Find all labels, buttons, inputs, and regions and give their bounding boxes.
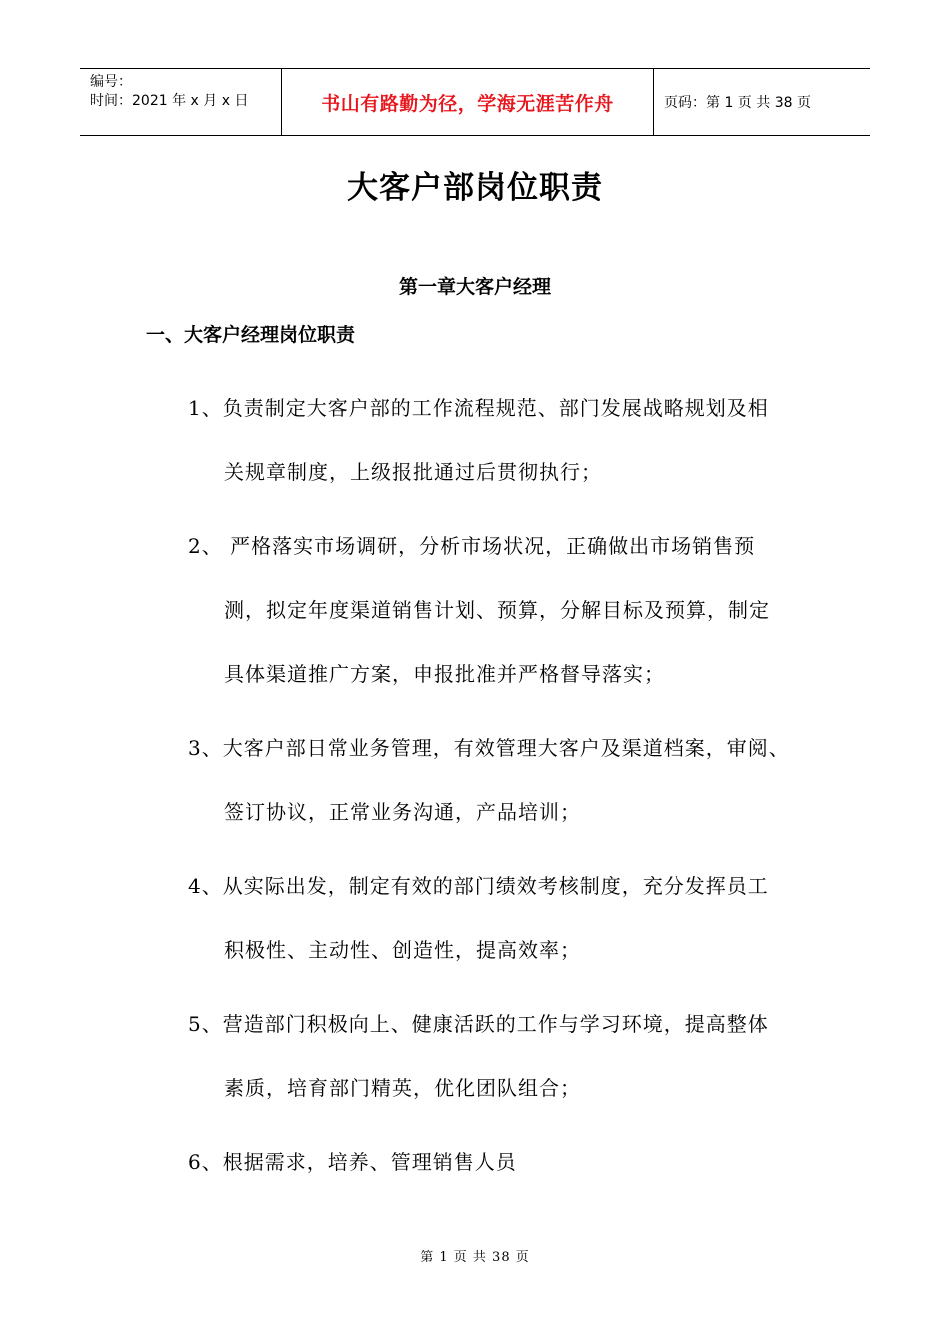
duty-item-2-line-3: 具体渠道推广方案，申报批准并严格督导落实； <box>224 662 665 686</box>
duty-item-5-line-2: 素质，培育部门精英，优化团队组合； <box>224 1076 581 1100</box>
header-page-info: 页码：第 1 页 共 38 页 <box>664 95 811 111</box>
duty-item-2-line-1: 2、 严格落实市场调研，分析市场状况，正确做出市场销售预 <box>188 534 756 558</box>
document-title: 大客户部岗位职责 <box>347 170 603 206</box>
duty-item-4-line-1: 4、从实际出发，制定有效的部门绩效考核制度，充分发挥员工 <box>188 874 769 898</box>
duty-item-3-line-2: 签订协议，正常业务沟通，产品培训； <box>224 800 581 824</box>
duty-item-4-line-2: 积极性、主动性、创造性，提高效率； <box>224 938 581 962</box>
document-number-label: 编号： <box>90 74 132 90</box>
duty-item-1-line-2: 关规章制度，上级报批通过后贯彻执行； <box>224 460 602 484</box>
page-footer: 第 1 页 共 38 页 <box>420 1250 530 1265</box>
motto-text: 书山有路勤为径，学海无涯苦作舟 <box>321 92 614 115</box>
duty-item-3-line-1: 3、大客户部日常业务管理，有效管理大客户及渠道档案，审阅、 <box>188 736 790 760</box>
duty-item-6-line-1: 6、根据需求，培养、管理销售人员 <box>188 1150 517 1174</box>
header-motto-cell <box>282 69 654 135</box>
duty-item-1-line-1: 1、负责制定大客户部的工作流程规范、部门发展战略规划及相 <box>188 396 769 420</box>
header-meta-cell <box>80 69 282 135</box>
section-title: 一、大客户经理岗位职责 <box>146 324 356 346</box>
duty-item-5-line-1: 5、营造部门积极向上、健康活跃的工作与学习环境，提高整体 <box>188 1012 769 1036</box>
duty-item-2-line-2: 测，拟定年度渠道销售计划、预算，分解目标及预算，制定 <box>224 598 770 622</box>
document-date: 时间：2021 年 x 月 x 日 <box>90 93 249 109</box>
chapter-title: 第一章大客户经理 <box>398 276 551 298</box>
header-page-cell <box>654 69 870 135</box>
header-table <box>80 68 870 136</box>
